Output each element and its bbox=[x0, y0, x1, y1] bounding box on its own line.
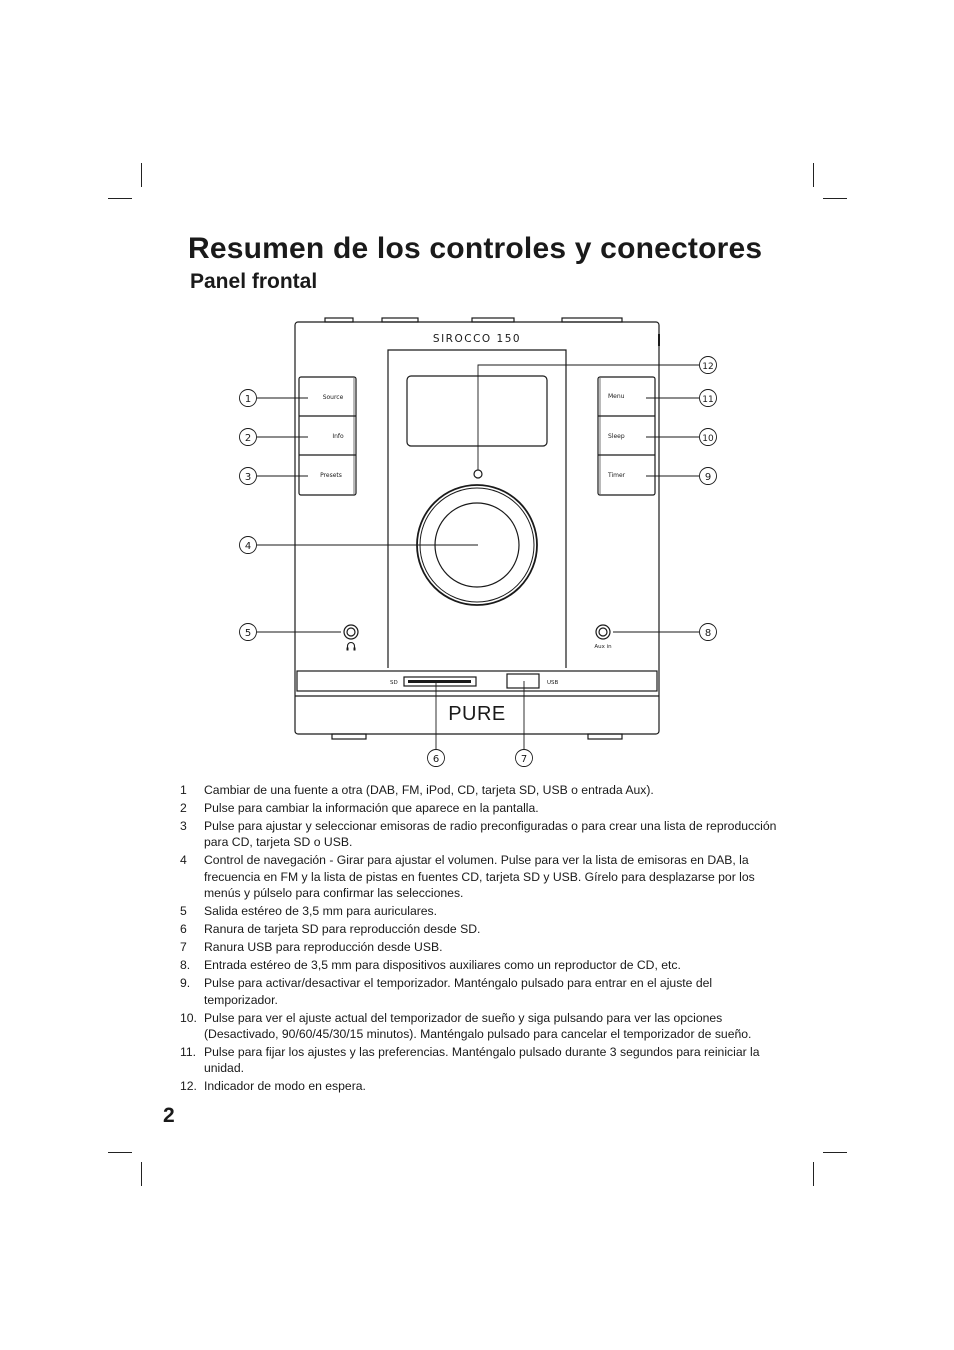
callout-6: 6 bbox=[432, 754, 440, 765]
item-number: 4 bbox=[180, 853, 187, 868]
item-text: Ranura de tarjeta SD para reproducción desde SD. bbox=[204, 922, 481, 937]
crop-mark bbox=[141, 1162, 142, 1186]
item-text: Cambiar de una fuente a otra (DAB, FM, iPod, CD, tarjeta SD, USB o entrada Aux). bbox=[204, 783, 654, 797]
callout-11: 11 bbox=[702, 395, 714, 405]
callout-3: 3 bbox=[244, 472, 252, 483]
crop-mark bbox=[108, 1152, 132, 1153]
item-number: 6 bbox=[180, 922, 187, 937]
item-number: 5 bbox=[180, 904, 187, 919]
brand-logo: PURE bbox=[448, 703, 506, 725]
callout-5: 5 bbox=[244, 628, 252, 639]
headphones-icon bbox=[347, 643, 356, 651]
list-item bbox=[180, 1044, 780, 1077]
list-item bbox=[180, 939, 780, 955]
callout-7: 7 bbox=[520, 754, 528, 765]
item-text: Pulse para ajustar y seleccionar emisoras de radio preconfiguradas o para crear una lista de reproducción para CD, tarjeta SD o USB. bbox=[204, 819, 777, 850]
list-item bbox=[180, 818, 780, 851]
item-number: 2 bbox=[180, 801, 187, 815]
item-text: Pulse para fijar los ajustes y las preferencias. Manténgalo pulsado durante 3 segundos para reiniciar la unidad. bbox=[204, 1045, 760, 1076]
list-item bbox=[180, 975, 780, 1008]
list-item bbox=[180, 782, 780, 798]
list-item bbox=[180, 903, 780, 919]
aux-in-label: Aux in bbox=[594, 644, 612, 650]
item-number: 7 bbox=[180, 940, 187, 955]
item-number: 12. bbox=[180, 1079, 197, 1094]
info-button-label: Info bbox=[332, 433, 344, 440]
callout-12: 12 bbox=[702, 362, 714, 372]
item-text: Ranura USB para reproducción desde USB. bbox=[204, 940, 443, 955]
crop-mark bbox=[813, 1162, 814, 1186]
usb-label: USB bbox=[547, 680, 559, 686]
item-text: Salida estéreo de 3,5 mm para auriculares. bbox=[204, 904, 438, 919]
callout-10: 10 bbox=[702, 434, 714, 444]
callout-8: 8 bbox=[704, 628, 712, 639]
item-number: 3 bbox=[180, 819, 187, 833]
page-title: Resumen de los controles y conectores bbox=[188, 232, 763, 265]
sleep-button-label: Sleep bbox=[608, 433, 625, 440]
callout-1: 1 bbox=[244, 394, 252, 405]
page-number: 2 bbox=[163, 1104, 175, 1127]
callout-9: 9 bbox=[704, 472, 712, 483]
list-item bbox=[180, 921, 780, 937]
item-number: 11. bbox=[180, 1045, 197, 1060]
item-text: Indicador de modo en espera. bbox=[204, 1079, 366, 1094]
list-item bbox=[180, 957, 780, 973]
list-item bbox=[180, 852, 780, 901]
item-text: Entrada estéreo de 3,5 mm para dispositivos auxiliares como un reproductor de CD, etc. bbox=[204, 958, 681, 973]
menu-button-label: Menu bbox=[608, 393, 625, 400]
source-button-label: Source bbox=[322, 394, 344, 401]
list-item bbox=[180, 1010, 780, 1043]
item-number: 10. bbox=[180, 1010, 197, 1025]
item-text: Pulse para activar/desactivar el temporizador. Manténgalo pulsado para entrar en el ajuste del temporizador. bbox=[204, 976, 713, 1007]
timer-button-label: Timer bbox=[608, 472, 626, 479]
item-text: Pulse para ver el ajuste actual del temporizador de sueño y siga pulsando para ver las opciones (Desactivado, 90/60/45/30/15 minutos). Manténgalo pulsado para cancelar el temporizador de sueño. bbox=[204, 1010, 752, 1042]
legend-list bbox=[180, 782, 780, 1096]
item-text: Control de navegación - Girar para ajustar el volumen. Pulse para ver la lista de emisoras en DAB, la frecuencia en FM y la lista de pistas en fuentes CD, tarjeta SD y USB. Gírelo para desplazarse por los menús y púlselo para confirmar las selecciones. bbox=[204, 853, 755, 901]
section-title: Panel frontal bbox=[190, 270, 318, 293]
list-item bbox=[180, 1078, 780, 1094]
presets-button-label: Presets bbox=[320, 472, 342, 479]
item-text: Pulse para cambiar la información que aparece en la pantalla. bbox=[204, 801, 539, 815]
item-number: 8. bbox=[180, 958, 191, 973]
callout-2: 2 bbox=[244, 433, 252, 444]
crop-mark bbox=[823, 1152, 847, 1153]
item-number: 9. bbox=[180, 976, 191, 991]
list-item bbox=[180, 800, 780, 816]
item-number: 1 bbox=[180, 783, 187, 797]
model-label: SIROCCO 150 bbox=[432, 333, 522, 345]
sd-label: SD bbox=[390, 680, 398, 686]
callout-4: 4 bbox=[244, 541, 252, 552]
